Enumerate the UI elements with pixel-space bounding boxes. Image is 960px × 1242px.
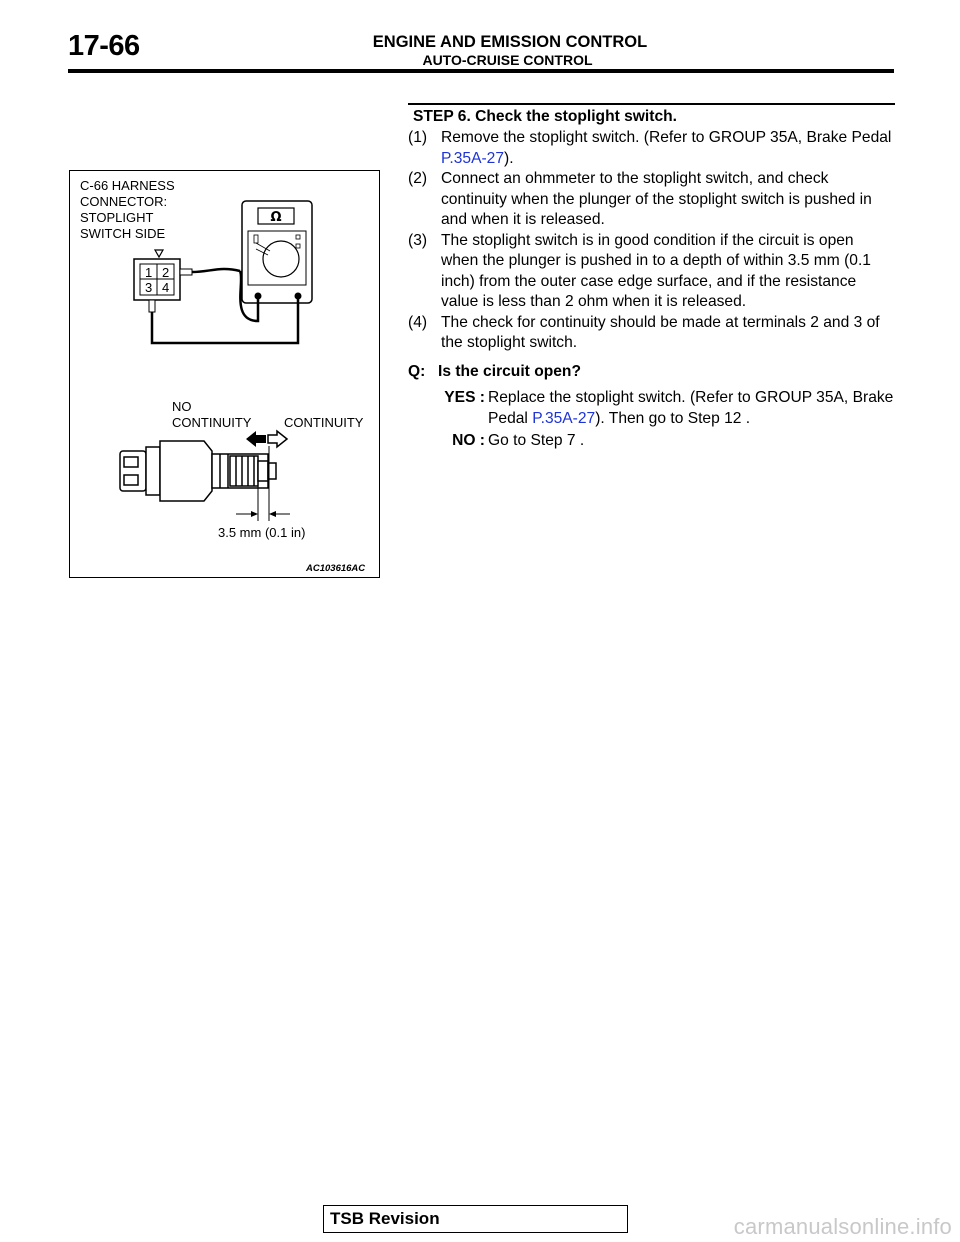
figure-code: AC103616AC bbox=[306, 563, 366, 574]
question-label: Q: bbox=[408, 362, 426, 380]
brake-pedal-link[interactable]: P.35A-27 bbox=[441, 149, 505, 167]
step-item-text: The stoplight switch is in good condition if the circuit is open when the plunger is pushed in to a depth of within 3.5 mm (0.1 inch) from the outer case edge surface, and if the resistance value is less than 2 ohm when it is released. bbox=[441, 231, 871, 310]
step-item-number: (2) bbox=[408, 170, 428, 187]
step-item-text: Connect an ohmmeter to the stoplight switch, and check continuity when the plunger of the stoplight switch is pushed in and when it is released. bbox=[441, 170, 872, 228]
question-text: Is the circuit open? bbox=[438, 362, 581, 380]
answers bbox=[408, 388, 895, 452]
header-rule bbox=[68, 69, 894, 73]
dimension-label: 3.5 mm (0.1 in) bbox=[218, 525, 306, 540]
step-item bbox=[408, 313, 895, 354]
step-item-text-end: ). bbox=[504, 149, 514, 167]
ohmmeter-dial bbox=[263, 241, 299, 277]
answer-yes-text: Replace the stoplight switch. (Refer to GROUP 35A, Brake Pedal bbox=[488, 389, 894, 427]
meter-terminal-right bbox=[295, 293, 302, 300]
answer-yes bbox=[408, 388, 895, 429]
brake-pedal-link-yes[interactable]: P.35A-27 bbox=[532, 409, 596, 427]
terminal-1: 1 bbox=[145, 265, 153, 280]
step-item-text: The check for continuity should be made at terminals 2 and 3 of the stoplight switch. bbox=[441, 313, 880, 351]
connector-label-line-4: SWITCH SIDE bbox=[80, 226, 166, 241]
step-content bbox=[408, 103, 895, 454]
step-item-number: (4) bbox=[408, 313, 428, 331]
step-item bbox=[408, 128, 895, 169]
step-heading: STEP 6. Check the stoplight switch. bbox=[413, 107, 677, 125]
connector-label-line-3: STOPLIGHT bbox=[80, 210, 154, 225]
continuity-label: CONTINUITY bbox=[284, 415, 364, 430]
no-continuity-label-1: NO bbox=[172, 399, 192, 414]
connector-marker-icon bbox=[155, 250, 163, 257]
test-lead-upper bbox=[192, 269, 240, 272]
step-item bbox=[408, 231, 895, 313]
terminal-4: 4 bbox=[162, 280, 170, 295]
footer-box bbox=[323, 1205, 628, 1233]
watermark: carmanualsonline.info bbox=[733, 1214, 952, 1239]
arrow-right-icon bbox=[268, 431, 287, 447]
question bbox=[408, 362, 895, 383]
subsection-title: AUTO-CRUISE CONTROL bbox=[422, 52, 593, 68]
connector-label-line-2: CONNECTOR: bbox=[80, 194, 168, 209]
step-item bbox=[408, 169, 895, 231]
footer-label: TSB Revision bbox=[330, 1209, 440, 1228]
answer-no bbox=[408, 431, 895, 452]
no-continuity-label-2: CONTINUITY bbox=[172, 415, 252, 430]
page-number: 17-66 bbox=[68, 30, 140, 62]
stoplight-switch-drawing bbox=[120, 441, 276, 501]
answer-yes-label: YES : bbox=[444, 389, 485, 406]
figure-illustration bbox=[70, 171, 381, 579]
step-item-number: (1) bbox=[408, 129, 428, 146]
section-title: ENGINE AND EMISSION CONTROL bbox=[372, 33, 648, 51]
connector-label-line-1: C-66 HARNESS bbox=[80, 178, 175, 193]
terminal-2: 2 bbox=[162, 265, 170, 280]
ohm-symbol-icon: Ω bbox=[270, 210, 282, 225]
answer-no-label: NO : bbox=[452, 432, 485, 449]
stoplight-switch-figure bbox=[69, 170, 380, 578]
terminal-3: 3 bbox=[145, 280, 153, 295]
meter-terminal-left bbox=[255, 293, 262, 300]
step-item-number: (3) bbox=[408, 231, 428, 249]
answer-no-text: Go to Step 7 . bbox=[488, 432, 585, 449]
step-rule bbox=[408, 103, 895, 105]
step-list bbox=[408, 128, 895, 354]
arrow-left-icon bbox=[246, 431, 266, 447]
step-item-text: Remove the stoplight switch. (Refer to GROUP 35A, Brake Pedal bbox=[441, 129, 892, 146]
answer-yes-text-end: ). Then go to Step 12 . bbox=[595, 409, 751, 427]
